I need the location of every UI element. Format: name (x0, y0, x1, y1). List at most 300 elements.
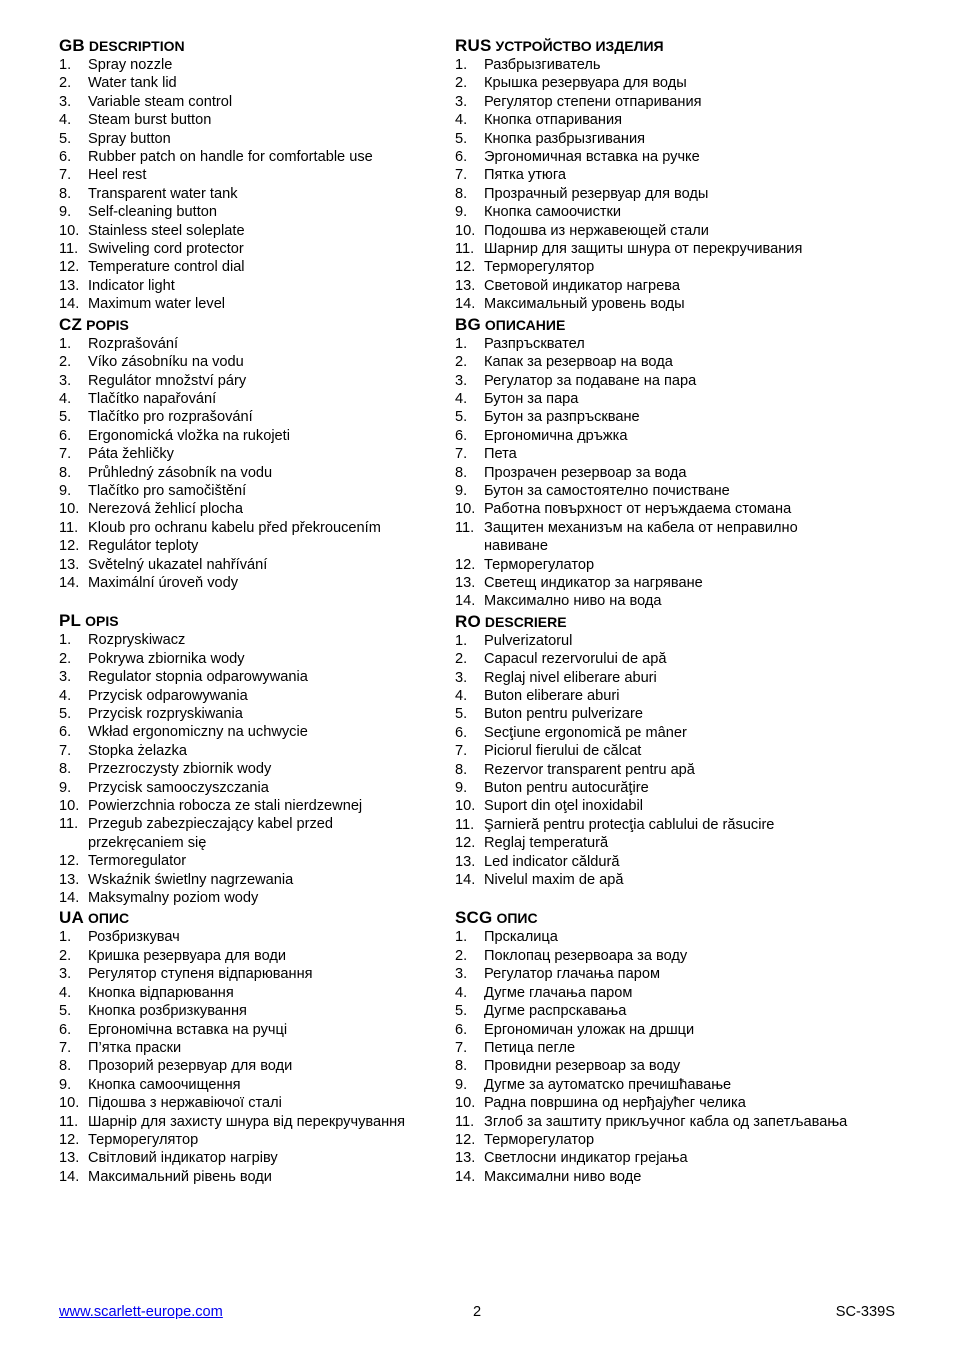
item-text: Прозорий резервуар для води (88, 1058, 293, 1075)
item-number: 6. (455, 427, 468, 444)
item-text: Světelný ukazatel nahřívání (88, 556, 268, 573)
item-text: Терморегулатор (484, 556, 595, 573)
list-item (455, 335, 895, 353)
item-number: 7. (455, 446, 468, 463)
item-number: 1. (455, 929, 468, 946)
item-text: Световой индикатор нагрева (484, 277, 680, 294)
list-item (455, 816, 895, 834)
parts-list (59, 631, 449, 907)
section-pl (59, 610, 449, 907)
section-bg (455, 314, 895, 611)
item-text: Провидни резервоар за воду (484, 1058, 681, 1075)
section-heading (455, 907, 895, 928)
item-number: 8. (455, 761, 468, 778)
item-text: Tlačítko pro samočištění (88, 482, 247, 499)
list-item (455, 724, 895, 742)
list-item (59, 1039, 449, 1057)
list-item (455, 500, 895, 518)
language-code: BG (455, 314, 481, 334)
section-title: УСТРОЙСТВО ИЗДЕЛИЯ (495, 38, 664, 54)
list-item (455, 1021, 895, 1039)
item-number: 9. (59, 1076, 72, 1093)
item-number: 4. (455, 688, 468, 704)
item-text: Разпръсквател (484, 335, 585, 352)
item-text: Reglaj temperatură (484, 835, 609, 852)
item-text: Розбризкувач (88, 929, 180, 946)
list-item (455, 834, 895, 852)
item-text: Защитен механизъм на кабела от неправилно навиване (484, 519, 798, 555)
item-text: Stainless steel soleplate (88, 222, 245, 239)
item-text: Бутон за самостоятелно почистване (484, 482, 730, 499)
list-item (59, 760, 449, 778)
list-item (59, 650, 449, 668)
item-number: 11. (455, 519, 475, 536)
list-item (59, 335, 449, 353)
list-item (59, 668, 449, 686)
list-item (59, 1021, 449, 1039)
parts-list (455, 928, 895, 1186)
item-text: Rezervor transparent pentru apă (484, 761, 695, 778)
item-text: Максимальный уровень воды (484, 296, 685, 313)
list-item (59, 779, 449, 797)
item-number: 14. (59, 296, 80, 313)
item-text: Дугме глачања паром (484, 984, 633, 1001)
item-number: 3. (455, 93, 468, 110)
item-text: Buton eliberare aburi (484, 688, 620, 704)
item-number: 7. (59, 1039, 72, 1056)
list-item (59, 482, 449, 500)
parts-list (59, 335, 449, 593)
section-rus (455, 35, 895, 314)
item-number: 8. (455, 185, 468, 202)
list-item (455, 1076, 895, 1094)
list-item (455, 984, 895, 1002)
item-number: 5. (455, 130, 468, 147)
list-item (455, 1131, 895, 1149)
item-text: Reglaj nivel eliberare aburi (484, 669, 657, 686)
item-number: 3. (455, 669, 468, 686)
language-code: UA (59, 908, 84, 928)
item-text: Regulátor množství páry (88, 372, 247, 389)
item-text: Regulator stopnia odparowywania (88, 669, 308, 686)
list-item (59, 1149, 449, 1167)
list-item (455, 482, 895, 500)
item-text: Rubber patch on handle for comfortable use (88, 149, 373, 166)
list-item (59, 556, 449, 574)
item-number: 14. (59, 574, 80, 591)
item-text: Эргономичная вставка на ручке (484, 149, 700, 166)
item-number: 8. (455, 1058, 468, 1075)
item-text: Регулятор степени отпаривания (484, 93, 702, 110)
list-item (455, 222, 895, 240)
item-text: Przycisk samooczyszczania (88, 779, 269, 796)
item-text: Кришка резервуара для води (88, 947, 287, 964)
item-number: 5. (59, 130, 72, 147)
item-text: Підошва з нержавіючої сталі (88, 1095, 282, 1112)
list-item (455, 93, 895, 111)
item-number: 7. (455, 1039, 468, 1056)
item-text: Поклопац резервоара за воду (484, 947, 688, 964)
item-number: 8. (59, 464, 72, 481)
section-title: DESCRIPTION (88, 38, 185, 54)
item-text: Кнопка самоочищення (88, 1076, 241, 1093)
item-text: Максимални ниво воде (484, 1168, 642, 1185)
item-text: Nerezová žehlicí plocha (88, 501, 243, 518)
item-number: 3. (455, 372, 468, 389)
list-item (455, 56, 895, 74)
item-number: 2. (455, 947, 468, 964)
language-code: RO (455, 611, 481, 631)
item-text: Temperature control dial (88, 259, 245, 276)
section-title: ОПИСАНИЕ (484, 316, 566, 333)
item-number: 13. (455, 574, 476, 591)
list-item (455, 574, 895, 592)
item-text: Maksymalny poziom wody (88, 890, 259, 907)
item-number: 7. (59, 167, 72, 184)
list-item (59, 723, 449, 741)
list-item (59, 687, 449, 705)
item-text: Бутон за разпръскване (484, 409, 640, 426)
item-text: Кнопка разбрызгивания (484, 130, 646, 147)
item-text: Ергономичан уложак на дршци (484, 1021, 695, 1038)
item-text: Przezroczysty zbiornik wody (88, 761, 272, 778)
list-item (455, 687, 895, 705)
list-item (455, 779, 895, 797)
item-number: 13. (455, 1150, 476, 1167)
item-text: Регулатор глачања паром (484, 966, 660, 983)
list-item (455, 277, 895, 295)
item-text: Przycisk odparowywania (88, 687, 248, 704)
list-item (59, 222, 449, 240)
item-number: 12. (455, 259, 476, 276)
item-text: Терморегулятор (484, 259, 595, 276)
item-number: 5. (59, 706, 72, 722)
list-item (455, 871, 895, 889)
item-number: 11. (59, 519, 79, 536)
item-number: 7. (455, 743, 468, 760)
item-number: 2. (59, 75, 72, 92)
item-number: 4. (455, 390, 468, 407)
item-number: 6. (59, 724, 72, 741)
list-item (59, 277, 449, 295)
item-text: Maximální úroveň vody (88, 574, 239, 591)
item-number: 5. (455, 706, 468, 723)
item-number: 13. (59, 277, 80, 294)
item-number: 1. (59, 335, 72, 352)
item-number: 13. (455, 277, 476, 294)
item-number: 12. (455, 556, 476, 573)
item-text: Светлосни индикатор грејања (484, 1150, 688, 1167)
list-item (59, 372, 449, 390)
list-item (455, 408, 895, 426)
list-item (59, 445, 449, 463)
item-number: 12. (59, 1131, 80, 1148)
item-number: 14. (59, 890, 80, 907)
item-number: 1. (455, 335, 468, 352)
item-text: Капак за резервоар на вода (484, 354, 673, 371)
parts-list (59, 56, 449, 314)
item-text: Кнопка самоочистки (484, 204, 622, 221)
item-number: 6. (59, 149, 72, 166)
list-item (59, 852, 449, 870)
item-text: Termoregulator (88, 853, 187, 870)
item-text: Максимальний рівень води (88, 1168, 272, 1185)
item-text: Stopka żelazka (88, 742, 187, 759)
item-text: Ергономична дръжка (484, 427, 628, 444)
item-number: 3. (59, 372, 72, 389)
item-number: 6. (455, 724, 468, 741)
list-item (59, 166, 449, 184)
list-item (455, 928, 895, 946)
item-text: Průhledný zásobník na vodu (88, 464, 273, 481)
item-number: 9. (455, 780, 468, 797)
list-item (455, 185, 895, 203)
item-text: Wskaźnik świetlny nagrzewania (88, 871, 294, 888)
section-title: OPIS (85, 613, 119, 630)
parts-list (455, 56, 895, 314)
list-item (455, 1094, 895, 1112)
item-text: Терморегулятор (88, 1131, 199, 1148)
item-number: 11. (59, 816, 79, 833)
language-code: CZ (59, 314, 83, 334)
item-number: 10. (455, 222, 476, 239)
list-item (455, 1002, 895, 1020)
item-text: Прозрачен резервоар за вода (484, 464, 687, 481)
item-text: Transparent water tank (88, 185, 238, 202)
item-text: Swiveling cord protector (88, 241, 244, 258)
item-number: 13. (455, 853, 476, 870)
list-item (59, 889, 449, 907)
item-number: 13. (59, 1150, 80, 1167)
item-text: Buton pentru pulverizare (484, 706, 644, 723)
list-item (59, 965, 449, 983)
list-item (455, 853, 895, 871)
item-text: Подошва из нержавеющей стали (484, 222, 709, 239)
list-item (59, 797, 449, 815)
item-number: 10. (455, 501, 476, 518)
item-text: Шарнир для защиты шнура от перекручивания (484, 241, 803, 258)
item-number: 11. (59, 241, 79, 258)
list-item (59, 1002, 449, 1020)
item-text: Разбрызгиватель (484, 57, 601, 73)
list-item (59, 93, 449, 111)
list-item (455, 427, 895, 445)
item-number: 1. (59, 632, 72, 649)
item-text: Heel rest (88, 167, 147, 184)
list-item (455, 1168, 895, 1186)
item-number: 5. (455, 1003, 468, 1020)
item-text: Suport din oţel inoxidabil (484, 798, 644, 815)
list-item (59, 815, 449, 852)
item-text: Радна површина од нерђајућег челика (484, 1095, 746, 1112)
item-text: Пета (484, 446, 517, 463)
item-text: Работна повърхност от неръждаема стомана (484, 501, 792, 518)
list-item (59, 240, 449, 258)
section-title: DESCRIERE (484, 613, 567, 630)
item-number: 13. (59, 556, 80, 573)
item-number: 10. (455, 798, 476, 815)
item-text: Кнопка отпаривания (484, 112, 623, 129)
item-number: 10. (59, 501, 80, 518)
list-item (455, 240, 895, 258)
item-text: Przycisk rozpryskiwania (88, 706, 243, 722)
item-text: Páta žehličky (88, 446, 174, 463)
section-cz (59, 314, 449, 593)
list-item (59, 537, 449, 555)
list-item (59, 705, 449, 723)
item-number: 2. (455, 651, 468, 668)
item-text: Світловий індикатор нагріву (88, 1150, 278, 1167)
list-item (455, 390, 895, 408)
item-number: 1. (59, 57, 72, 73)
item-number: 4. (59, 390, 72, 407)
item-number: 2. (455, 75, 468, 92)
section-heading (59, 35, 449, 56)
item-text: Петица пегле (484, 1039, 576, 1056)
item-number: 12. (455, 1131, 476, 1148)
item-number: 8. (59, 1058, 72, 1075)
item-number: 14. (455, 296, 476, 313)
item-number: 4. (455, 984, 468, 1001)
item-text: Кнопка відпарювання (88, 984, 234, 1001)
item-text: Piciorul fierului de călcat (484, 743, 642, 760)
item-number: 7. (455, 167, 468, 184)
item-text: Nivelul maxim de apă (484, 872, 624, 889)
item-text: Ergonomická vložka na rukojeti (88, 427, 290, 444)
model-number: SC-339S (835, 1304, 895, 1320)
list-item (59, 1057, 449, 1075)
list-item (59, 1113, 449, 1131)
language-code: PL (59, 611, 82, 631)
list-item (59, 1131, 449, 1149)
list-item (455, 74, 895, 92)
list-item (455, 258, 895, 276)
item-number: 6. (455, 149, 468, 166)
item-text: Максимално ниво на вода (484, 593, 662, 610)
item-number: 12. (59, 538, 80, 555)
item-number: 9. (455, 482, 468, 499)
item-number: 12. (455, 835, 476, 852)
item-number: 13. (59, 871, 80, 888)
item-number: 8. (59, 761, 72, 778)
item-number: 14. (59, 1168, 80, 1185)
item-text: Pulverizatorul (484, 632, 573, 649)
list-item (59, 408, 449, 426)
left-column (59, 35, 449, 1186)
item-text: Spray button (88, 130, 171, 147)
item-text: Бутон за пара (484, 390, 579, 407)
list-item (455, 353, 895, 371)
item-number: 4. (59, 112, 72, 129)
item-number: 11. (455, 816, 475, 833)
section-heading (455, 611, 895, 632)
item-number: 11. (59, 1113, 79, 1130)
item-number: 8. (59, 185, 72, 202)
list-item (59, 111, 449, 129)
item-number: 1. (455, 632, 468, 649)
item-text: Buton pentru autocurăţire (484, 780, 649, 797)
section-heading (59, 314, 449, 335)
list-item (455, 1113, 895, 1131)
list-item (59, 500, 449, 518)
item-number: 4. (59, 984, 72, 1001)
section-ua (59, 907, 449, 1186)
section-heading (455, 35, 895, 56)
item-text: Secţiune ergonomică pe mâner (484, 724, 687, 741)
list-item (59, 427, 449, 445)
list-item (455, 130, 895, 148)
item-number: 8. (455, 464, 468, 481)
parts-list (455, 632, 895, 890)
list-item (455, 203, 895, 221)
item-text: Tlačítko pro rozprašování (88, 409, 253, 426)
item-number: 11. (455, 1113, 475, 1130)
item-text: Kloub pro ochranu kabelu před překroucením (88, 519, 381, 536)
item-text: Wkład ergonomiczny na uchwycie (88, 724, 308, 741)
item-text: Регулятор ступеня відпарювання (88, 966, 313, 983)
item-text: П’ятка праски (88, 1039, 182, 1056)
item-number: 12. (59, 853, 80, 870)
item-number: 5. (455, 409, 468, 426)
list-item (455, 519, 895, 556)
item-number: 2. (59, 650, 72, 667)
list-item (59, 1076, 449, 1094)
item-text: Терморегулатор (484, 1131, 595, 1148)
list-item (59, 631, 449, 649)
page-number: 2 (472, 1304, 482, 1320)
list-item (59, 390, 449, 408)
item-text: Przegub zabezpieczający kabel przed przekręcaniem się (88, 816, 333, 851)
list-item (455, 669, 895, 687)
item-text: Rozpryskiwacz (88, 632, 186, 649)
list-item (59, 203, 449, 221)
website-url[interactable]: www.scarlett-europe.com (59, 1304, 223, 1320)
parts-list (455, 335, 895, 611)
list-item (455, 295, 895, 313)
list-item (59, 74, 449, 92)
list-item (59, 519, 449, 537)
spacer (455, 889, 895, 907)
list-item (455, 464, 895, 482)
item-text: Indicator light (88, 277, 175, 294)
parts-list (59, 928, 449, 1186)
item-number: 12. (59, 259, 80, 276)
item-number: 1. (455, 57, 468, 73)
list-item (59, 185, 449, 203)
item-text: Пятка утюга (484, 167, 566, 184)
list-item (455, 1039, 895, 1057)
list-item (59, 464, 449, 482)
list-item (455, 166, 895, 184)
section-gb (59, 35, 449, 314)
list-item (59, 742, 449, 760)
item-text: Regulátor teploty (88, 538, 199, 555)
item-number: 7. (59, 446, 72, 463)
section-heading (59, 907, 449, 928)
language-code: GB (59, 36, 85, 55)
item-number: 10. (59, 222, 80, 239)
item-text: Прскалица (484, 929, 558, 946)
language-code: RUS (455, 36, 492, 55)
item-number: 3. (59, 93, 72, 110)
list-item (455, 797, 895, 815)
item-text: Дугме за аутоматско пречишћавање (484, 1076, 732, 1093)
item-text: Maximum water level (88, 296, 226, 313)
item-text: Регулатор за подаване на пара (484, 372, 697, 389)
item-text: Variable steam control (88, 93, 233, 110)
list-item (455, 705, 895, 723)
item-text: Шарнір для захисту шнура від перекручування (88, 1113, 406, 1130)
